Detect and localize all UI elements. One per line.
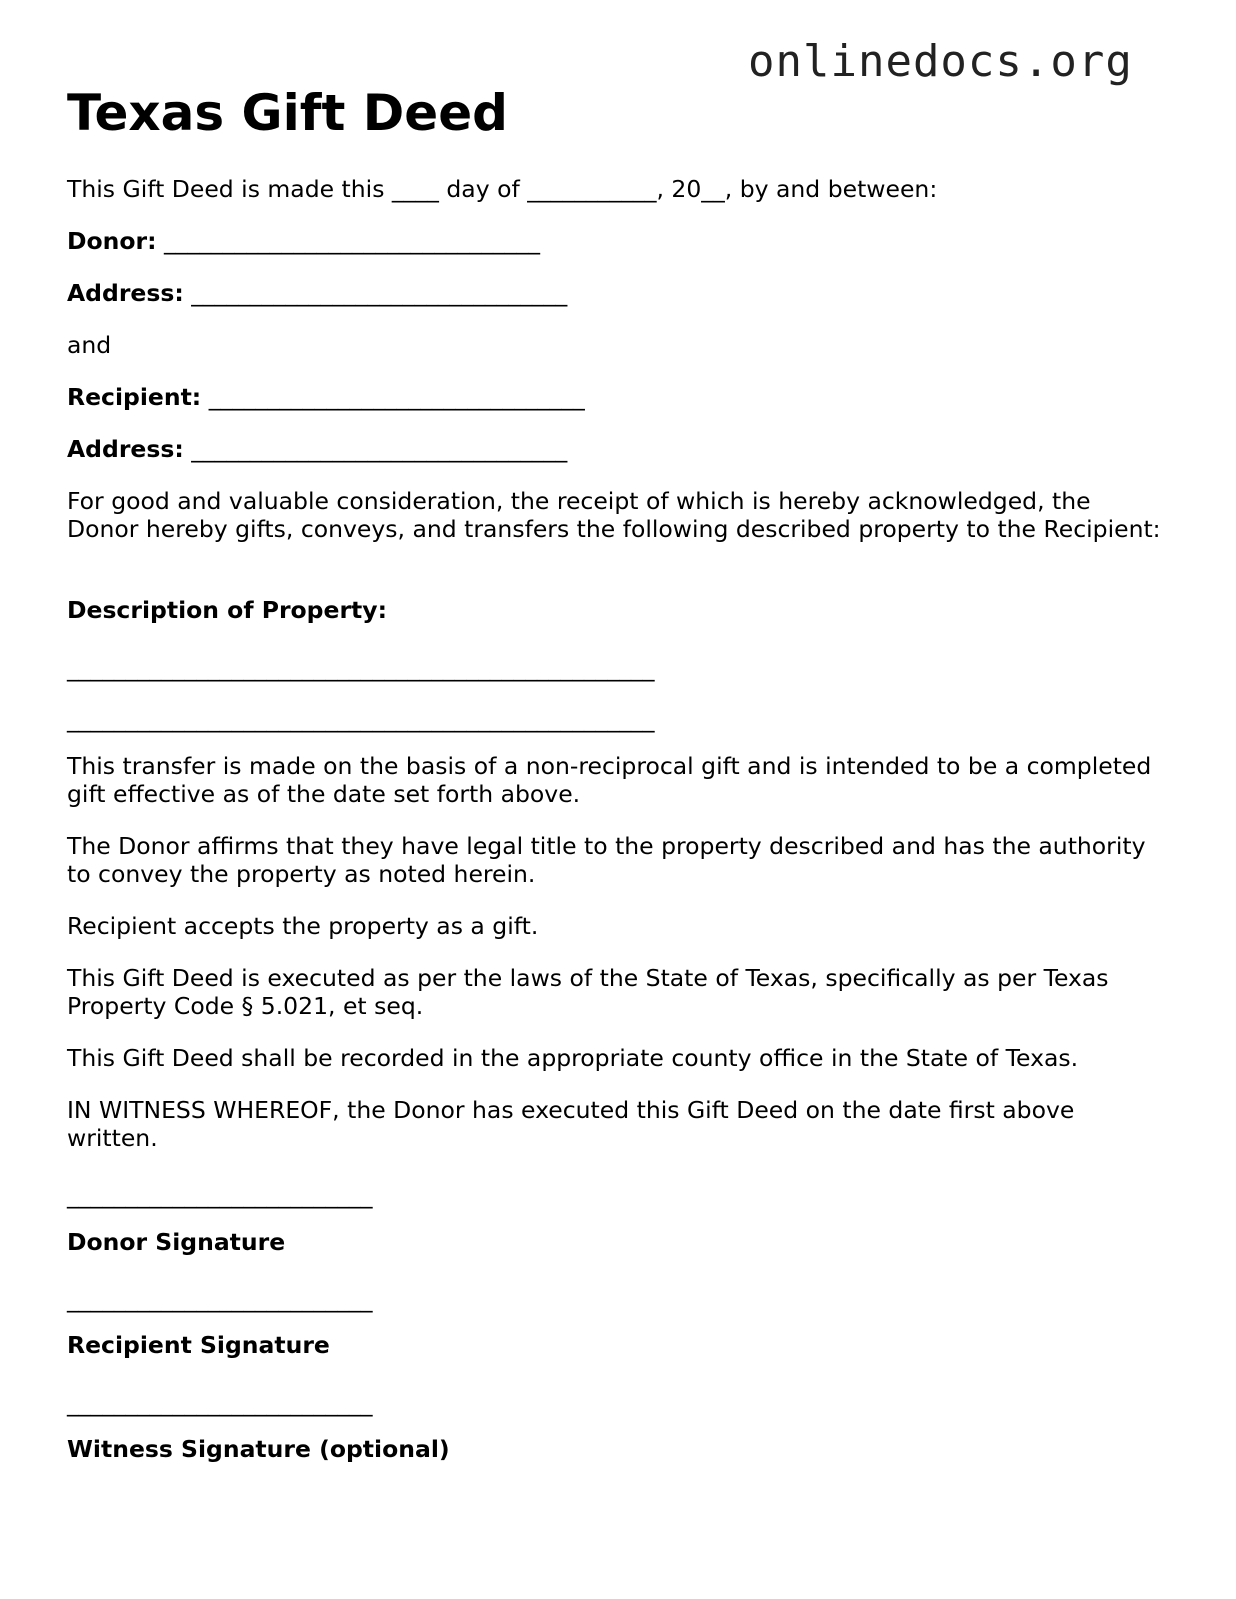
witness-signature-label: Witness Signature (optional) <box>67 1435 450 1463</box>
transfer-paragraph: This transfer is made on the basis of a non-reciprocal gift and is intended to be a completed gift effective as of the date set forth above. <box>67 752 1152 808</box>
donor-address-label: Address: <box>67 279 184 307</box>
property-line-1[interactable]: __________________________________________________ <box>67 654 655 682</box>
and-text: and <box>67 331 112 359</box>
laws-paragraph: This Gift Deed is executed as per the laws of the State of Texas, specifically as per Texas Property Code § 5.021, et seq. <box>67 964 1109 1020</box>
intro-line: This Gift Deed is made this ____ day of ___________, 20__, by and between: <box>67 175 938 203</box>
accept-paragraph: Recipient accepts the property as a gift. <box>67 912 539 940</box>
recipient-address-line <box>67 435 567 463</box>
property-line-2[interactable]: __________________________________________________ <box>67 705 655 733</box>
recipient-address-label: Address: <box>67 435 184 463</box>
witness-paragraph: IN WITNESS WHEREOF, the Donor has executed this Gift Deed on the date first above written. <box>67 1096 1075 1152</box>
recipient-field[interactable]: ________________________________ <box>208 383 585 411</box>
donor-label: Donor: <box>67 227 157 255</box>
recorded-paragraph: This Gift Deed shall be recorded in the appropriate county office in the State of Texas. <box>67 1044 1079 1072</box>
watermark: onlinedocs.org <box>748 36 1133 87</box>
donor-address-field[interactable]: ________________________________ <box>191 279 568 307</box>
affirm-paragraph: The Donor affirms that they have legal title to the property described and has the authority to convey the property as noted herein. <box>67 832 1146 888</box>
consideration-paragraph: For good and valuable consideration, the receipt of which is hereby acknowledged, the Donor hereby gifts, conveys, and transfers the following described property to the Recipient: <box>67 487 1161 543</box>
property-heading: Description of Property: <box>67 596 387 624</box>
donor-address-line <box>67 279 567 307</box>
recipient-line <box>67 383 585 411</box>
donor-field[interactable]: ________________________________ <box>164 227 540 255</box>
donor-signature-label: Donor Signature <box>67 1228 286 1256</box>
recipient-address-field[interactable]: ________________________________ <box>191 435 568 463</box>
donor-signature-line[interactable]: __________________________ <box>67 1181 373 1209</box>
donor-line <box>67 227 540 255</box>
recipient-signature-line[interactable]: __________________________ <box>67 1285 373 1313</box>
witness-signature-line[interactable]: __________________________ <box>67 1389 373 1417</box>
recipient-signature-label: Recipient Signature <box>67 1331 330 1359</box>
recipient-label: Recipient: <box>67 383 202 411</box>
page-title: Texas Gift Deed <box>67 84 508 142</box>
